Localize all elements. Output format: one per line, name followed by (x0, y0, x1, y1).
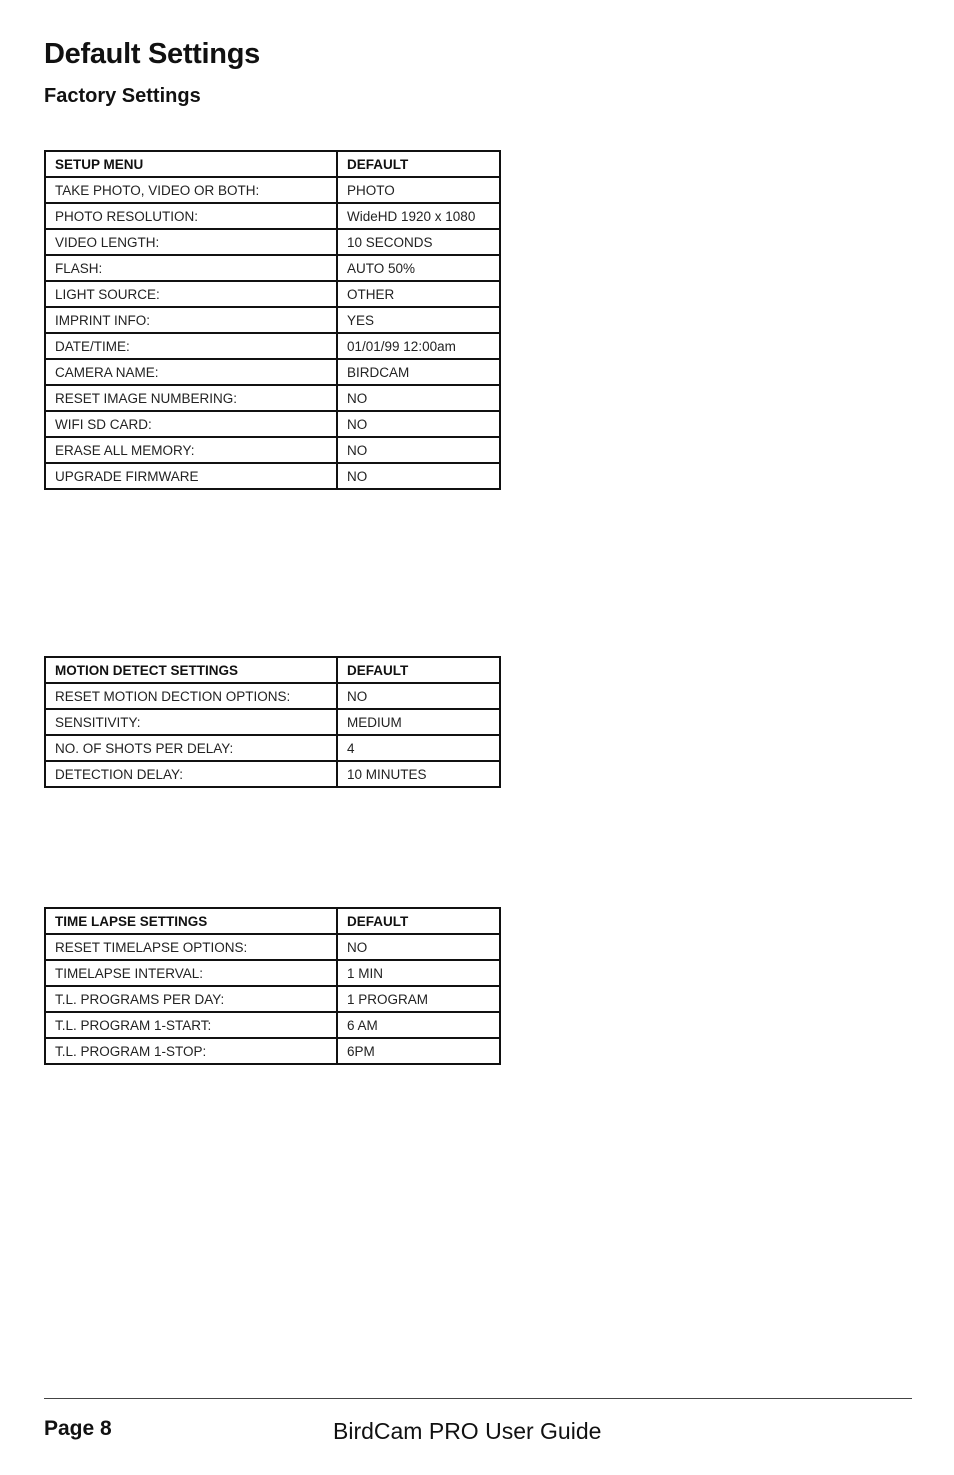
setting-name-cell: SENSITIVITY: (45, 709, 337, 735)
page-number: Page 8 (44, 1417, 112, 1440)
table-row (45, 203, 500, 229)
table-row (45, 281, 500, 307)
table-row (45, 986, 500, 1012)
default-value-cell: NO (337, 411, 500, 437)
table-row (45, 463, 500, 489)
setting-name-cell: WIFI SD CARD: (45, 411, 337, 437)
setting-name-cell: LIGHT SOURCE: (45, 281, 337, 307)
default-value-cell: BIRDCAM (337, 359, 500, 385)
footer-divider (44, 1398, 912, 1399)
setting-name-cell: PHOTO RESOLUTION: (45, 203, 337, 229)
default-value-cell: OTHER (337, 281, 500, 307)
default-value-cell: YES (337, 307, 500, 333)
default-value-cell: 1 MIN (337, 960, 500, 986)
setting-name-cell: RESET IMAGE NUMBERING: (45, 385, 337, 411)
page-title: Default Settings (44, 38, 260, 70)
default-value-cell: 1 PROGRAM (337, 986, 500, 1012)
default-value-cell: NO (337, 683, 500, 709)
default-value-cell: NO (337, 437, 500, 463)
motion-detect-table (44, 656, 501, 788)
table-header-row (45, 151, 500, 177)
table-row (45, 437, 500, 463)
table-row (45, 960, 500, 986)
default-value-cell: 10 SECONDS (337, 229, 500, 255)
default-value-cell: NO (337, 463, 500, 489)
table-row (45, 735, 500, 761)
time-lapse-table (44, 907, 501, 1065)
table-row (45, 229, 500, 255)
default-value-cell: PHOTO (337, 177, 500, 203)
table-row (45, 307, 500, 333)
table-row (45, 333, 500, 359)
table-row (45, 385, 500, 411)
table-row (45, 411, 500, 437)
column-header-default: DEFAULT (337, 908, 500, 934)
table-row (45, 709, 500, 735)
setting-name-cell: RESET TIMELAPSE OPTIONS: (45, 934, 337, 960)
default-value-cell: 4 (337, 735, 500, 761)
table-row (45, 177, 500, 203)
table-row (45, 1012, 500, 1038)
section-title: Factory Settings (44, 85, 201, 107)
column-header-default: DEFAULT (337, 151, 500, 177)
setting-name-cell: RESET MOTION DECTION OPTIONS: (45, 683, 337, 709)
column-header-default: DEFAULT (337, 657, 500, 683)
column-header-setting: MOTION DETECT SETTINGS (45, 657, 337, 683)
default-value-cell: 6PM (337, 1038, 500, 1064)
default-value-cell: MEDIUM (337, 709, 500, 735)
default-value-cell: 6 AM (337, 1012, 500, 1038)
setting-name-cell: T.L. PROGRAM 1-START: (45, 1012, 337, 1038)
default-value-cell: 01/01/99 12:00am (337, 333, 500, 359)
setup-menu-table (44, 150, 501, 490)
setting-name-cell: TAKE PHOTO, VIDEO OR BOTH: (45, 177, 337, 203)
setting-name-cell: FLASH: (45, 255, 337, 281)
table-header-row (45, 657, 500, 683)
default-value-cell: AUTO 50% (337, 255, 500, 281)
setting-name-cell: VIDEO LENGTH: (45, 229, 337, 255)
setting-name-cell: UPGRADE FIRMWARE (45, 463, 337, 489)
column-header-setting: SETUP MENU (45, 151, 337, 177)
setting-name-cell: DATE/TIME: (45, 333, 337, 359)
setting-name-cell: IMPRINT INFO: (45, 307, 337, 333)
guide-title: BirdCam PRO User Guide (333, 1418, 602, 1444)
table-row (45, 1038, 500, 1064)
setting-name-cell: DETECTION DELAY: (45, 761, 337, 787)
table-header-row (45, 908, 500, 934)
default-value-cell: NO (337, 385, 500, 411)
default-value-cell: 10 MINUTES (337, 761, 500, 787)
table-row (45, 761, 500, 787)
default-value-cell: NO (337, 934, 500, 960)
table-row (45, 683, 500, 709)
table-row (45, 934, 500, 960)
default-value-cell: WideHD 1920 x 1080 (337, 203, 500, 229)
table-row (45, 255, 500, 281)
setting-name-cell: ERASE ALL MEMORY: (45, 437, 337, 463)
column-header-setting: TIME LAPSE SETTINGS (45, 908, 337, 934)
setting-name-cell: CAMERA NAME: (45, 359, 337, 385)
setting-name-cell: TIMELAPSE INTERVAL: (45, 960, 337, 986)
table-row (45, 359, 500, 385)
setting-name-cell: T.L. PROGRAMS PER DAY: (45, 986, 337, 1012)
setting-name-cell: NO. OF SHOTS PER DELAY: (45, 735, 337, 761)
setting-name-cell: T.L. PROGRAM 1-STOP: (45, 1038, 337, 1064)
